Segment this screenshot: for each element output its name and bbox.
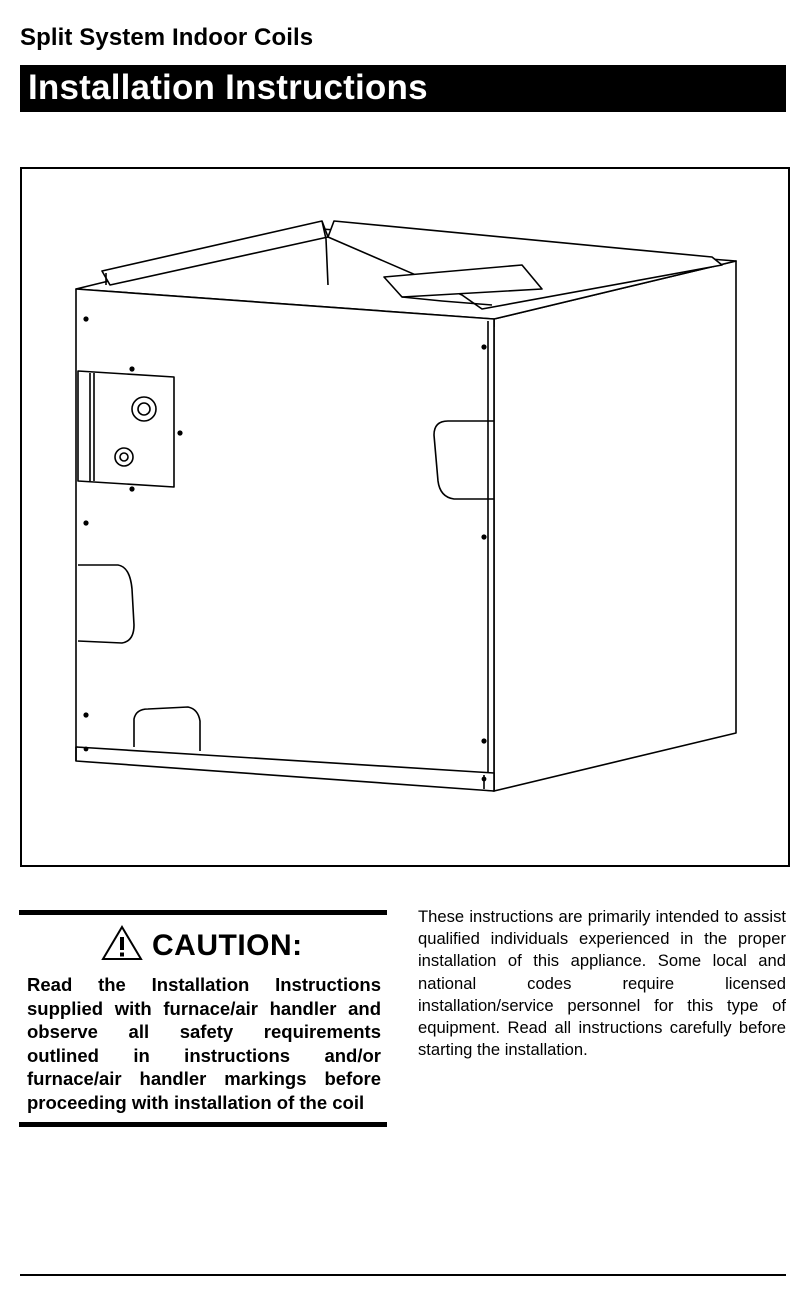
- cabinet-side-panel: [494, 261, 736, 791]
- cabinet-front-panel: [76, 289, 494, 791]
- caution-title: CAUTION:: [152, 929, 303, 962]
- title-banner: [20, 65, 786, 112]
- coil-cabinet-illustration: [22, 169, 788, 865]
- access-plate: [78, 371, 174, 487]
- document-title: Installation Instructions: [28, 68, 428, 107]
- intro-paragraph: These instructions are primarily intended to assist qualified individuals experienced in the proper installation of this appliance. Some local and national codes require licensed installation/service personnel for this type of equipment. Read all instructions carefully before starting the installation.: [418, 907, 786, 1060]
- warning-triangle-icon: [101, 925, 143, 961]
- caution-rule-bottom: [19, 1122, 387, 1127]
- document-subtitle: Split System Indoor Coils: [20, 24, 314, 51]
- caution-text: Read the Installation Instructions supplied with furnace/air handler and observe all safety requirements outlined in instructions and/or furnace/air handler markings before proceeding with installation of the coil: [27, 974, 381, 1113]
- caution-rule-top: [19, 910, 387, 915]
- caution-header: [19, 924, 387, 968]
- footer-rule: [20, 1274, 786, 1276]
- coil-illustration-frame: [20, 167, 790, 867]
- caution-box: [19, 910, 387, 1127]
